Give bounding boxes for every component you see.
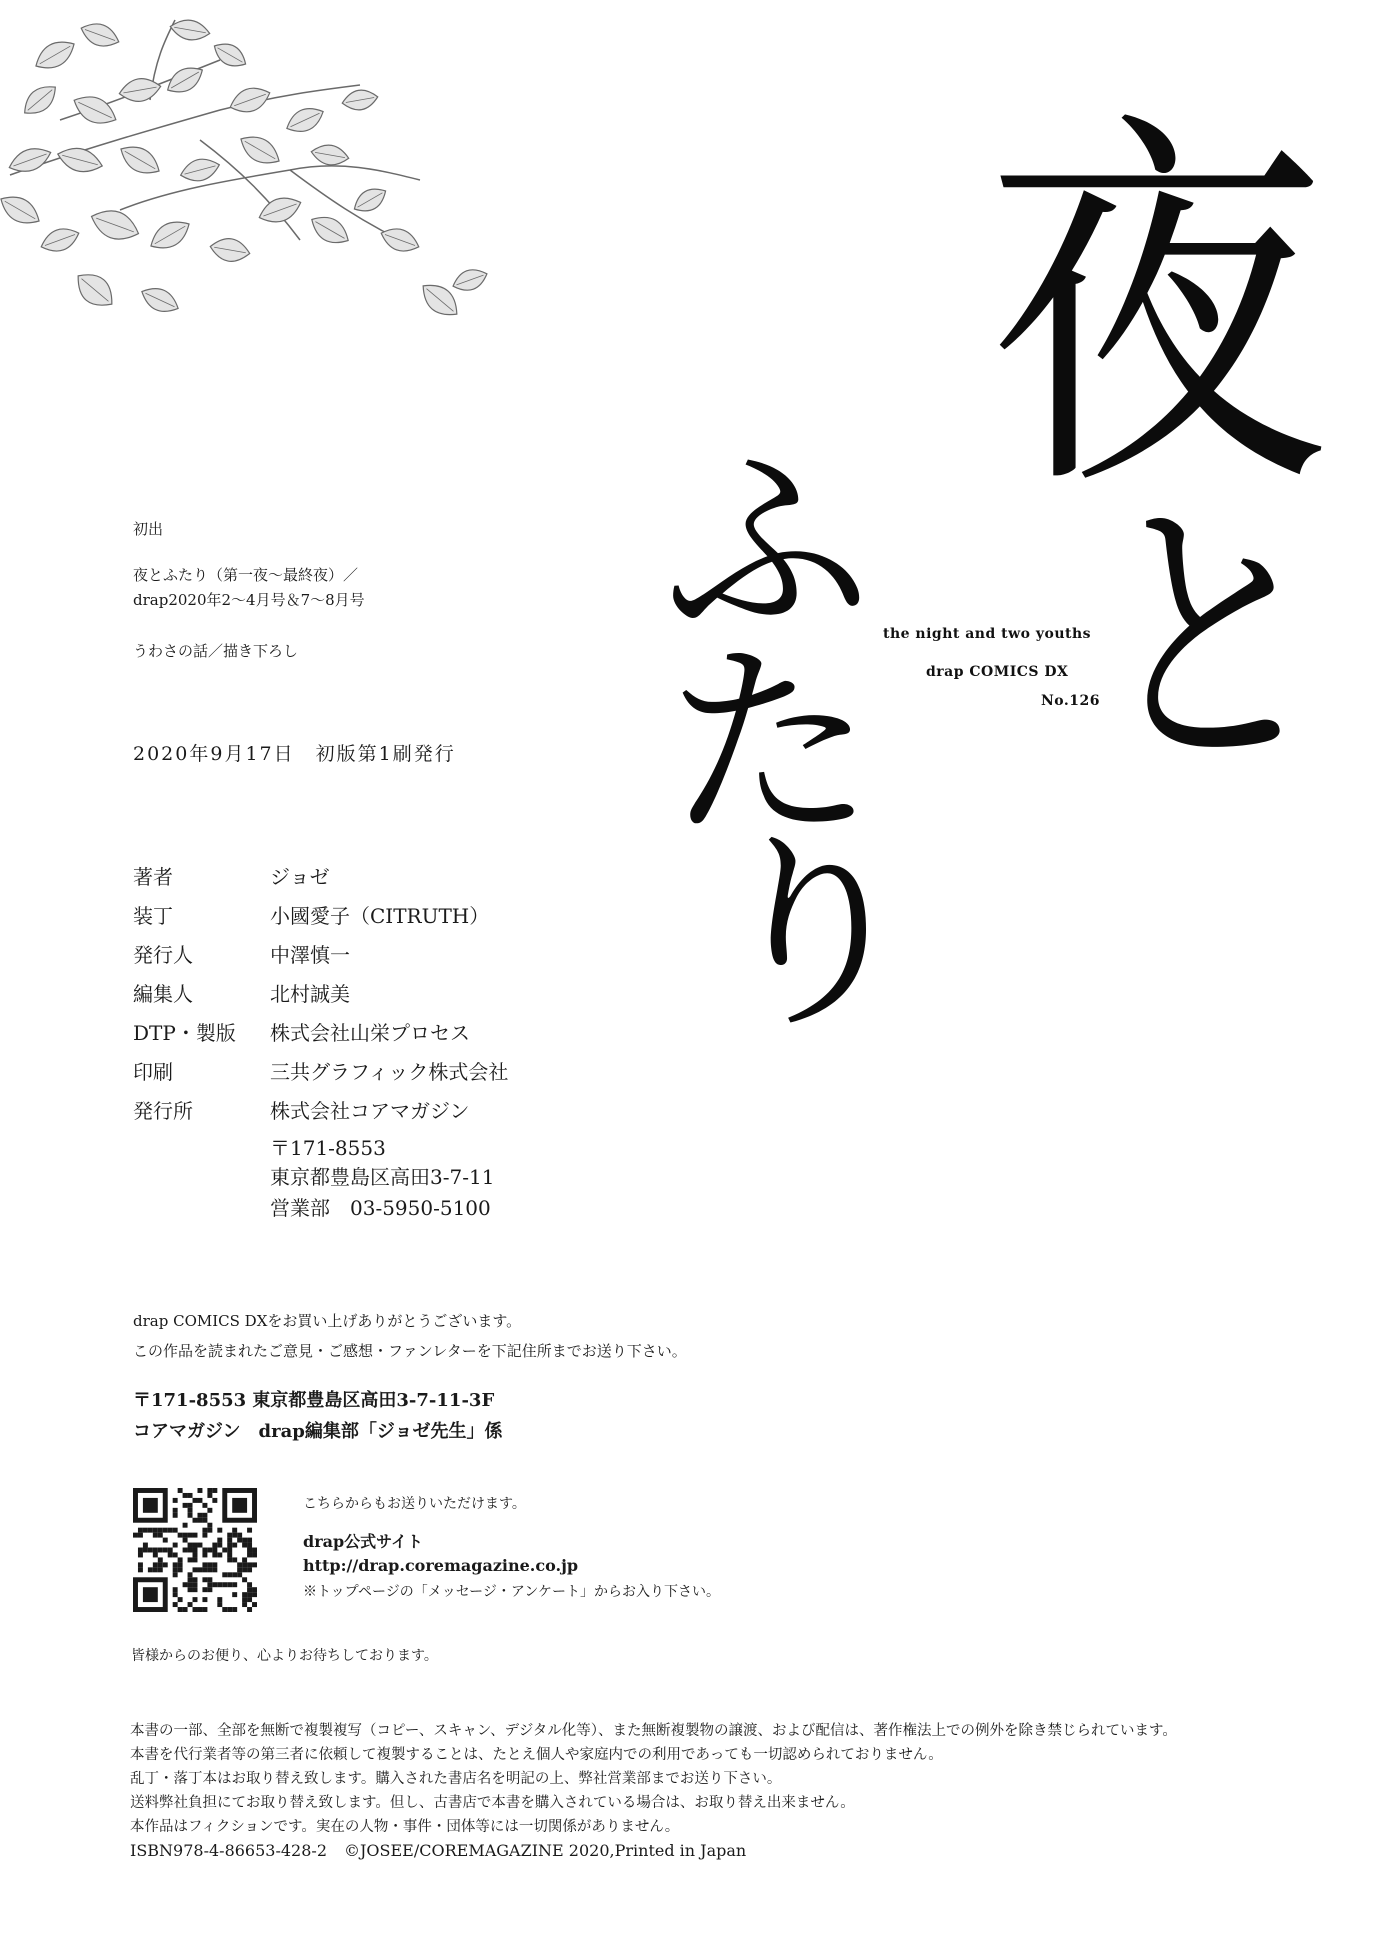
legal-line: 本書を代行業者等の第三者に依頼して複製することは、たとえ個人や家庭内での利用であっても一切認められておりません。 — [130, 1747, 943, 1763]
qr-module — [143, 1543, 148, 1548]
qr-module — [247, 1607, 252, 1612]
qr-module — [217, 1543, 222, 1548]
qr-module — [227, 1533, 232, 1538]
qr-module — [237, 1533, 242, 1538]
leaf — [117, 75, 162, 104]
qr-module — [183, 1582, 188, 1587]
leaf — [350, 183, 391, 218]
qr-module — [188, 1602, 193, 1607]
leaf — [178, 155, 222, 186]
qr-module — [197, 1498, 202, 1503]
title-char-ri: り — [710, 812, 921, 1057]
qr-module — [138, 1567, 143, 1572]
qr-module — [227, 1552, 232, 1557]
qr-module — [178, 1607, 183, 1612]
title-char-to: と — [1095, 471, 1327, 808]
qr-module — [217, 1597, 222, 1602]
qr-module — [252, 1552, 257, 1557]
qr-module — [207, 1562, 212, 1567]
qr-module — [247, 1528, 252, 1533]
qr-module — [138, 1562, 143, 1567]
sales-phone: 営業部 03-5950-5100 — [270, 1196, 491, 1220]
leaf — [87, 204, 143, 246]
qr-module — [153, 1562, 158, 1567]
qr-module — [178, 1562, 183, 1567]
qr-module — [163, 1538, 168, 1543]
volume-number: No.126 — [1041, 693, 1100, 709]
qr-module — [173, 1543, 178, 1548]
qr-module — [242, 1567, 247, 1572]
qr-module — [173, 1562, 178, 1567]
qr-module — [222, 1582, 227, 1587]
qr-module — [217, 1602, 222, 1607]
copyright: ©JOSEE/COREMAGAZINE 2020,Printed in Japan — [344, 1841, 747, 1860]
web-note: ※トップページの「メッセージ・アンケート」からお入り下さい。 — [303, 1584, 721, 1600]
qr-module — [158, 1528, 163, 1533]
credit-value: ジョゼ — [270, 865, 330, 889]
qr-module — [242, 1577, 247, 1582]
qr-module — [158, 1548, 163, 1553]
qr-module — [247, 1538, 252, 1543]
qr-module — [202, 1548, 207, 1553]
leaf — [69, 266, 120, 315]
qr-module — [188, 1543, 193, 1548]
qr-code[interactable] — [133, 1488, 257, 1612]
leaf — [145, 214, 194, 255]
qr-module — [202, 1518, 207, 1523]
qr-module — [183, 1503, 188, 1508]
qr-module — [252, 1592, 257, 1597]
thanks-line: drap COMICS DXをお買い上げありがとうございます。 — [133, 1312, 522, 1330]
qr-module — [148, 1567, 153, 1572]
qr-module — [232, 1528, 237, 1533]
credit-label: DTP・製版 — [133, 1021, 236, 1045]
qr-module — [193, 1498, 198, 1503]
title-char-yoru: 夜 — [985, 83, 1329, 537]
qr-module — [212, 1548, 217, 1553]
qr-module — [197, 1567, 202, 1572]
credit-label: 装丁 — [133, 904, 173, 928]
first-appearance-line: うわさの話／描き下ろし — [133, 642, 299, 660]
qr-module — [197, 1488, 202, 1493]
qr-module — [207, 1582, 212, 1587]
qr-module — [178, 1597, 183, 1602]
qr-module — [232, 1533, 237, 1538]
qr-module — [227, 1607, 232, 1612]
qr-module — [202, 1503, 207, 1508]
qr-module — [202, 1562, 207, 1567]
qr-module — [207, 1567, 212, 1572]
qr-module — [227, 1582, 232, 1587]
qr-module — [202, 1533, 207, 1538]
qr-module — [183, 1538, 188, 1543]
qr-module — [188, 1587, 193, 1592]
qr-module — [247, 1582, 252, 1587]
qr-module — [163, 1548, 168, 1553]
qr-module — [202, 1597, 207, 1602]
qr-module — [197, 1518, 202, 1523]
leaf — [0, 189, 45, 230]
credit-value: 小國愛子（CITRUTH） — [270, 904, 490, 928]
qr-module — [247, 1592, 252, 1597]
site-name: drap公式サイト — [303, 1532, 424, 1551]
qr-module — [163, 1528, 168, 1533]
qr-module — [242, 1543, 247, 1548]
qr-module — [227, 1572, 232, 1577]
qr-module — [207, 1587, 212, 1592]
web-intro: こちらからもお送りいただけます。 — [303, 1496, 526, 1512]
legal-line: 送料弊社負担にてお取り替え致します。但し、古書店で本書を購入されている場合は、お取り替え出来ません。 — [130, 1795, 855, 1811]
credit-value: 北村誠美 — [270, 982, 350, 1006]
qr-module — [178, 1557, 183, 1562]
qr-module — [212, 1498, 217, 1503]
qr-module — [193, 1577, 198, 1582]
qr-module — [173, 1572, 178, 1577]
qr-module — [193, 1543, 198, 1548]
qr-module — [193, 1518, 198, 1523]
qr-module — [212, 1488, 217, 1493]
leaf — [30, 34, 79, 75]
credit-value: 株式会社コアマガジン — [270, 1099, 470, 1123]
qr-module — [202, 1587, 207, 1592]
qr-module — [173, 1513, 178, 1518]
qr-module — [183, 1523, 188, 1528]
thanks-line: この作品を読まれたご意見・ご感想・ファンレターを下記住所までお送り下さい。 — [133, 1342, 687, 1360]
leaf-stem — [290, 170, 400, 240]
english-subtitle: the night and two youths — [883, 626, 1092, 642]
qr-module — [247, 1548, 252, 1553]
qr-module — [207, 1488, 212, 1493]
title-char-ta: た — [665, 622, 876, 867]
credit-value: 中澤慎一 — [270, 943, 350, 967]
qr-module — [242, 1562, 247, 1567]
qr-module — [207, 1508, 212, 1513]
qr-module — [237, 1562, 242, 1567]
qr-module — [217, 1528, 222, 1533]
qr-module — [158, 1562, 163, 1567]
qr-module — [168, 1528, 173, 1533]
qr-module — [143, 1498, 158, 1513]
qr-module — [193, 1587, 198, 1592]
qr-module — [227, 1557, 232, 1562]
qr-module — [227, 1543, 232, 1548]
qr-module — [138, 1533, 143, 1538]
qr-module — [173, 1592, 178, 1597]
qr-module — [143, 1587, 158, 1602]
qr-module — [163, 1562, 168, 1567]
qr-module — [207, 1528, 212, 1533]
leaf — [55, 143, 105, 177]
qr-module — [207, 1493, 212, 1498]
qr-module — [237, 1538, 242, 1543]
fan-mail-recipient: コアマガジン drap編集部「ジョゼ先生」係 — [133, 1421, 503, 1442]
qr-module — [207, 1577, 212, 1582]
qr-module — [212, 1582, 217, 1587]
qr-module — [227, 1548, 232, 1553]
qr-module — [193, 1557, 198, 1562]
qr-module — [183, 1548, 188, 1553]
qr-module — [138, 1548, 143, 1553]
qr-module — [183, 1493, 188, 1498]
qr-module — [148, 1528, 153, 1533]
qr-module — [143, 1528, 148, 1533]
title-char-fu: ふ — [662, 422, 873, 667]
qr-module — [197, 1513, 202, 1518]
qr-module — [193, 1567, 198, 1572]
qr-module — [188, 1557, 193, 1562]
qr-module — [252, 1587, 257, 1592]
credit-label: 著者 — [133, 865, 173, 889]
credit-label: 発行所 — [133, 1099, 193, 1123]
qr-module — [202, 1577, 207, 1582]
qr-module — [148, 1548, 153, 1553]
isbn: ISBN978-4-86653-428-2 — [130, 1841, 327, 1860]
qr-module — [237, 1567, 242, 1572]
qr-module — [193, 1548, 198, 1553]
leaves-illustration — [0, 0, 560, 360]
qr-module — [193, 1582, 198, 1587]
qr-module — [202, 1552, 207, 1557]
qr-module — [173, 1508, 178, 1513]
credit-label: 発行人 — [133, 943, 193, 967]
qr-module — [232, 1592, 237, 1597]
qr-module — [202, 1528, 207, 1533]
qr-module — [168, 1552, 173, 1557]
closing-message: 皆様からのお便り、心よりお待ちしております。 — [131, 1648, 438, 1664]
legal-line: 乱丁・落丁本はお取り替え致します。購入された書店名を明記の上、弊社営業部までお送り下さい。 — [130, 1771, 782, 1787]
qr-module — [188, 1582, 193, 1587]
qr-module — [178, 1488, 183, 1493]
qr-module — [247, 1562, 252, 1567]
first-appearance-heading: 初出 — [133, 520, 164, 538]
qr-module — [153, 1528, 158, 1533]
qr-module — [193, 1607, 198, 1612]
qr-module — [252, 1548, 257, 1553]
fan-mail-address: 〒171-8553 東京都豊島区高田3-7-11-3F — [133, 1390, 495, 1411]
leaf — [341, 87, 380, 112]
qr-module — [173, 1587, 178, 1592]
qr-module — [197, 1543, 202, 1548]
qr-module — [193, 1552, 198, 1557]
legal-line: 本作品はフィクションです。実在の人物・事件・団体等には一切関係がありません。 — [130, 1819, 680, 1835]
qr-module — [247, 1597, 252, 1602]
qr-module — [197, 1607, 202, 1612]
qr-module — [252, 1602, 257, 1607]
qr-module — [242, 1538, 247, 1543]
label-name: drap COMICS DX — [926, 664, 1069, 680]
qr-module — [153, 1567, 158, 1572]
qr-module — [222, 1572, 227, 1577]
qr-module — [202, 1607, 207, 1612]
credit-label: 編集人 — [133, 982, 193, 1006]
qr-module — [133, 1533, 138, 1538]
leaf — [310, 142, 351, 168]
qr-module — [188, 1503, 193, 1508]
leaf — [137, 282, 182, 318]
qr-module — [212, 1567, 217, 1572]
qr-module — [158, 1567, 163, 1572]
qr-module — [242, 1557, 247, 1562]
qr-module — [173, 1602, 178, 1607]
leaf — [235, 129, 284, 170]
qr-module — [247, 1552, 252, 1557]
qr-module — [212, 1552, 217, 1557]
legal-line: 本書の一部、全部を無断で複製複写（コピー、スキャン、デジタル化等）、また無断複製物の譲渡、および配信は、著作権法上での例外を除き禁じられています。 — [130, 1723, 1177, 1739]
leaf — [450, 265, 490, 296]
first-appearance-line: 夜とふたり（第一夜〜最終夜）／ — [133, 566, 359, 584]
qr-module — [252, 1562, 257, 1567]
issue-date: 2020年9月17日 初版第1刷発行 — [133, 743, 456, 765]
qr-module — [207, 1523, 212, 1528]
first-appearance-line: drap2020年2〜4月号＆7〜8月号 — [133, 591, 365, 609]
leaf — [18, 79, 62, 121]
qr-module — [247, 1587, 252, 1592]
qr-module — [247, 1543, 252, 1548]
qr-module — [202, 1513, 207, 1518]
qr-module — [207, 1548, 212, 1553]
qr-module — [202, 1567, 207, 1572]
leaf — [378, 223, 423, 256]
qr-module — [153, 1548, 158, 1553]
leaf — [226, 82, 273, 118]
qr-module — [138, 1552, 143, 1557]
qr-module — [217, 1582, 222, 1587]
qr-module — [188, 1508, 193, 1513]
qr-module — [217, 1552, 222, 1557]
qr-module — [193, 1533, 198, 1538]
publisher-address: 東京都豊島区高田3-7-11 — [270, 1165, 495, 1189]
qr-module — [212, 1543, 217, 1548]
leaf — [282, 102, 327, 138]
qr-module — [183, 1607, 188, 1612]
qr-module — [232, 1498, 247, 1513]
publisher-zip: 〒171-8553 — [270, 1136, 386, 1160]
leaf — [38, 223, 83, 256]
qr-module — [242, 1602, 247, 1607]
qr-module — [222, 1548, 227, 1553]
qr-module — [227, 1538, 232, 1543]
qr-module — [143, 1548, 148, 1553]
qr-module — [212, 1562, 217, 1567]
qr-module — [188, 1533, 193, 1538]
qr-module — [188, 1513, 193, 1518]
qr-module — [178, 1533, 183, 1538]
qr-module — [168, 1548, 173, 1553]
qr-module — [158, 1533, 163, 1538]
leaf — [115, 139, 164, 180]
qr-module — [232, 1607, 237, 1612]
qr-module — [153, 1552, 158, 1557]
leaf — [210, 38, 251, 73]
qr-module — [237, 1572, 242, 1577]
qr-module — [173, 1498, 178, 1503]
leaf — [78, 18, 123, 51]
qr-module — [158, 1557, 163, 1562]
credit-label: 印刷 — [133, 1060, 173, 1084]
qr-module — [188, 1493, 193, 1498]
qr-module — [232, 1557, 237, 1562]
qr-module — [222, 1607, 227, 1612]
qr-module — [193, 1597, 198, 1602]
site-url-link[interactable]: http://drap.coremagazine.co.jp — [303, 1556, 579, 1575]
qr-module — [217, 1538, 222, 1543]
qr-module — [232, 1582, 237, 1587]
leaf — [306, 210, 354, 250]
credit-value: 三共グラフィック株式会社 — [270, 1060, 509, 1084]
qr-module — [188, 1548, 193, 1553]
leaf — [69, 89, 121, 130]
qr-module — [183, 1533, 188, 1538]
qr-module — [173, 1567, 178, 1572]
credit-value: 株式会社山栄プロセス — [270, 1021, 470, 1045]
qr-module — [242, 1592, 247, 1597]
qr-module — [173, 1528, 178, 1533]
qr-module — [153, 1533, 158, 1538]
qr-module — [188, 1577, 193, 1582]
leaf — [208, 235, 251, 264]
leaf — [6, 143, 55, 178]
qr-module — [242, 1597, 247, 1602]
qr-module — [232, 1572, 237, 1577]
qr-module — [188, 1572, 193, 1577]
qr-module — [178, 1567, 183, 1572]
qr-module — [232, 1543, 237, 1548]
qr-module — [247, 1567, 252, 1572]
leaf — [255, 192, 304, 228]
qr-module — [138, 1528, 143, 1533]
qr-module — [173, 1552, 178, 1557]
